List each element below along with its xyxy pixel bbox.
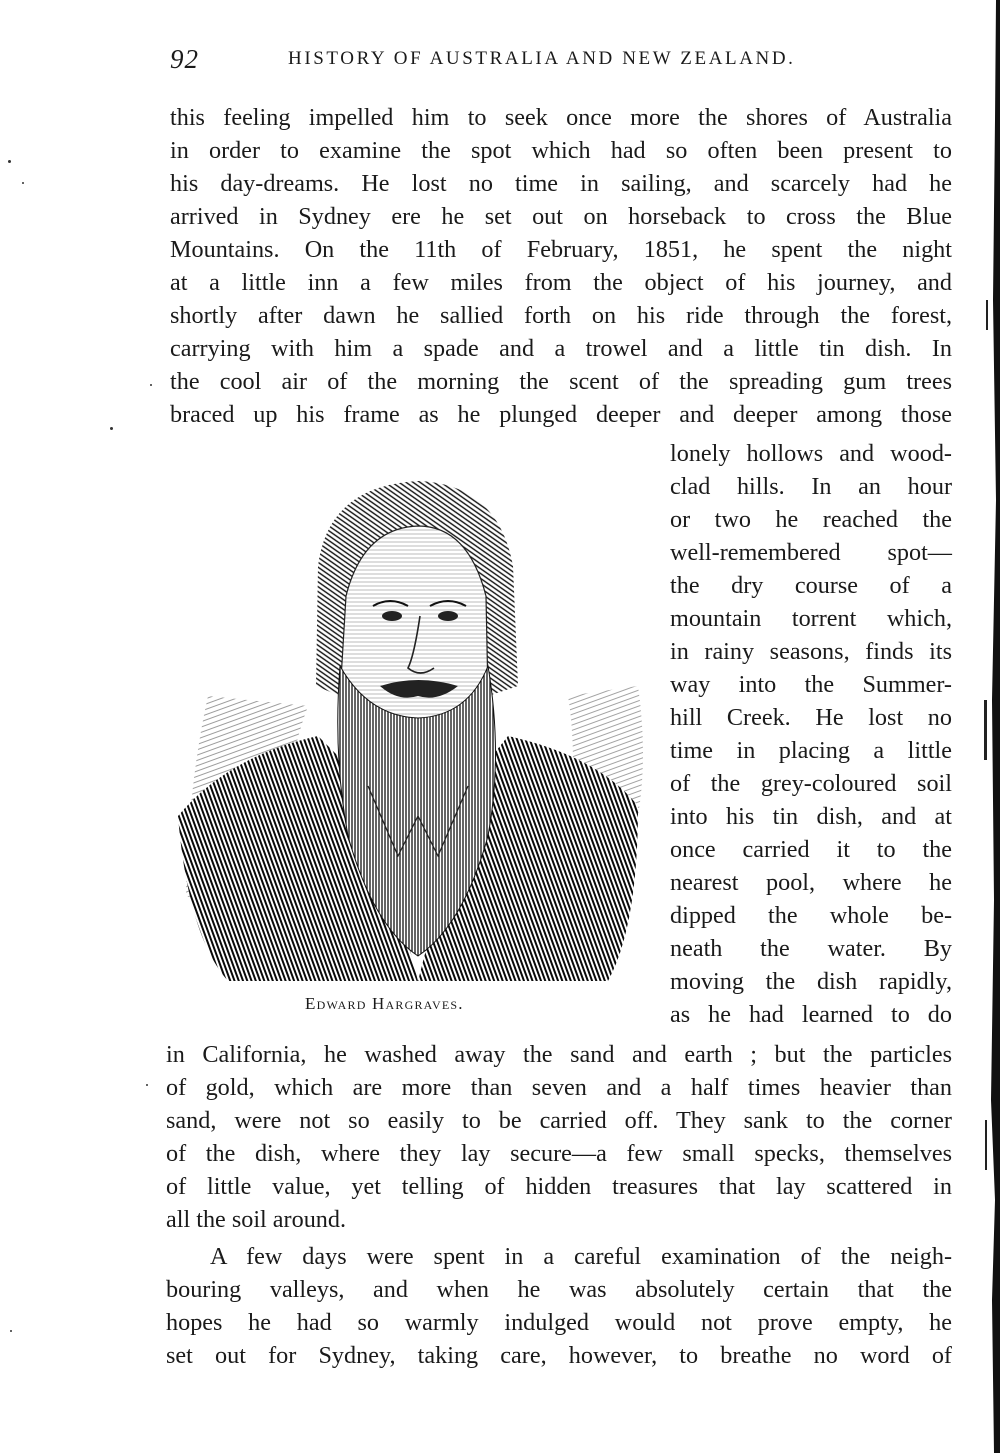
text-line: way into the Summer-: [670, 671, 952, 698]
text-line: his day-dreams. He lost no time in sailing, and scarcely had he: [170, 170, 952, 197]
text-line: or two he reached the: [670, 506, 952, 533]
text-line: shortly after dawn he sallied forth on his ride through the forest,: [170, 302, 952, 329]
text-line: arrived in Sydney ere he set out on horseback to cross the Blue: [170, 203, 952, 230]
text-line: in California, he washed away the sand and earth ; but the particles: [166, 1041, 952, 1068]
text-line: of the grey-coloured soil: [670, 770, 952, 797]
text-line: into his tin dish, and at: [670, 803, 952, 830]
text-line: lonely hollows and wood-: [670, 440, 952, 467]
text-line: the cool air of the morning the scent of the spreading gum trees: [170, 368, 952, 395]
text-line: of little value, yet telling of hidden treasures that lay scattered in: [166, 1173, 952, 1200]
text-line: the dry course of a: [670, 572, 952, 599]
text-line: this feeling impelled him to seek once more the shores of Australia: [170, 104, 952, 131]
text-line: clad hills. In an hour: [670, 473, 952, 500]
text-line: carrying with him a spade and a trowel and a little tin dish. In: [170, 335, 952, 362]
text-line: Mountains. On the 11th of February, 1851, he spent the night: [170, 236, 952, 263]
text-line: hill Creek. He lost no: [670, 704, 952, 731]
scan-speck: [8, 160, 11, 163]
text-line: well-remembered spot—: [670, 539, 952, 566]
scan-speck: [110, 427, 113, 430]
scan-speck: [10, 1330, 12, 1332]
text-line: hopes he had so warmly indulged would not prove empty, he: [166, 1309, 952, 1336]
scan-speck: [22, 182, 24, 184]
text-line: A few days were spent in a careful examination of the neigh-: [210, 1243, 952, 1270]
text-line: moving the dish rapidly,: [670, 968, 952, 995]
text-line: dipped the whole be-: [670, 902, 952, 929]
text-line: all the soil around.: [166, 1206, 347, 1233]
figure-caption: [305, 994, 464, 1014]
text-line: of the dish, where they lay secure—a few small specks, themselves: [166, 1140, 952, 1167]
text-line: in rainy seasons, finds its: [670, 638, 952, 665]
text-line: of gold, which are more than seven and a half times heavier than: [166, 1074, 952, 1101]
text-line: once carried it to the: [670, 836, 952, 863]
text-line: time in placing a little: [670, 737, 952, 764]
text-line: bouring valleys, and when he was absolutely certain that the: [166, 1276, 952, 1303]
text-line: nearest pool, where he: [670, 869, 952, 896]
text-line: mountain torrent which,: [670, 605, 952, 632]
text-line: at a little inn a few miles from the object of his journey, and: [170, 269, 952, 296]
page-number: 92: [170, 44, 199, 74]
text-line: set out for Sydney, taking care, however, to breathe no word of: [166, 1342, 952, 1369]
text-line: sand, were not so easily to be carried off. They sank to the corner: [166, 1107, 952, 1134]
text-line: in order to examine the spot which had so often been present to: [170, 137, 952, 164]
text-line: braced up his frame as he plunged deeper and deeper among those: [170, 401, 952, 428]
text-line: neath the water. By: [670, 935, 952, 962]
scan-speck: [146, 1084, 148, 1086]
running-title: HISTORY OF AUSTRALIA AND NEW ZEALAND.: [288, 48, 796, 69]
scan-speck: [150, 384, 152, 386]
scan-binding-edge: [980, 0, 1000, 1453]
figure-caption-text: Edward Hargraves.: [305, 994, 464, 1013]
text-line: as he had learned to do: [670, 1001, 952, 1028]
portrait-engraving: [168, 456, 650, 984]
